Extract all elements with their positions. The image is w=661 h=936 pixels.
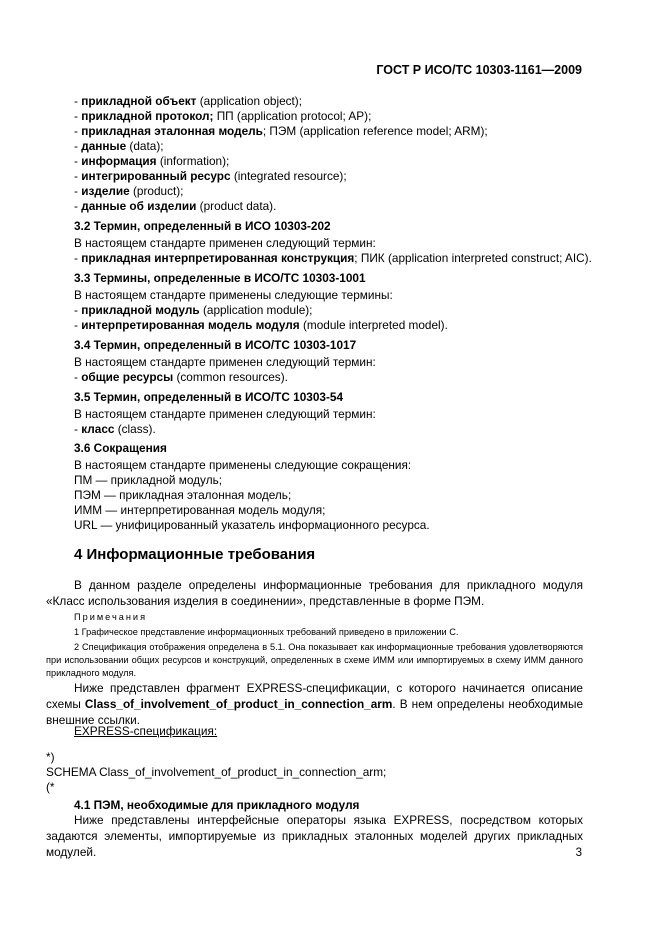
section-3-4-title: 3.4 Термин, определенный в ИСО/ТС 10303-1017 <box>74 338 357 352</box>
document-code-header: ГОСТ Р ИСО/ТС 10303-1161—2009 <box>376 63 582 77</box>
code-line: *) <box>46 750 55 764</box>
section-3-3-title: 3.3 Термины, определенные в ИСО/ТС 10303-1001 <box>74 271 366 285</box>
list-item: ПЭМ — прикладная эталонная модель; <box>74 488 292 502</box>
section-4-paragraph: В данном разделе определены информационные требования для прикладного модуля «Класс использования изделия в соединении», представленные в форме ПЭМ. <box>46 578 583 608</box>
section-3-6-title: 3.6 Сокращения <box>74 441 167 455</box>
note-2: 2 Спецификация отображения определена в 5.1. Она показывает как информационные требования удовлетворяются при использовании общих ресурсов и конструкций, определенных в схеме ИММ или импортируемых в схему ИММ данного прикладного модуля. <box>46 642 583 678</box>
section-4-1-title: 4.1 ПЭМ, необходимые для прикладного модуля <box>74 798 360 812</box>
list-item: - прикладной модуль (application module); <box>74 303 313 317</box>
section-3-3-intro: В настоящем стандарте применены следующие термины: <box>74 288 393 302</box>
section-3-2-intro: В настоящем стандарте применен следующий термин: <box>74 236 376 250</box>
page-number: 3 <box>575 847 582 859</box>
express-label: EXPRESS-спецификация: <box>74 724 218 738</box>
list-item: - прикладная интерпретированная конструкция; ПИК (application interpreted construct; AIC). <box>74 251 592 265</box>
list-item: ИММ — интерпретированная модель модуля; <box>74 503 326 517</box>
code-line: SCHEMA Class_of_involvement_of_product_in_connection_arm; <box>46 765 387 779</box>
section-3-2-title: 3.2 Термин, определенный в ИСО 10303-202 <box>74 219 331 233</box>
list-item: - интегрированный ресурс (integrated resource); <box>74 169 347 183</box>
list-item: - общие ресурсы (common resources). <box>74 370 288 384</box>
list-item: - прикладная эталонная модель; ПЭМ (application reference model; ARM); <box>74 124 488 138</box>
section-3-5-title: 3.5 Термин, определенный в ИСО/ТС 10303-54 <box>74 390 344 404</box>
express-intro-paragraph: Ниже представлен фрагмент EXPRESS-спецификации, с которого начинается описание схемы Class_of_involvement_of_product_in_connection_arm. В нем определены необходимые внешние ссылки. <box>46 681 584 727</box>
section-4-1-paragraph: Ниже представлены интерфейсные операторы языка EXPRESS, посредством которых задаются элементы, импортируемые из прикладных эталонных моделей других прикладных модулей. <box>46 813 583 859</box>
notes-heading: Примечания <box>74 612 148 622</box>
list-item: - данные (data); <box>74 139 164 153</box>
list-item: ПМ — прикладной модуль; <box>74 473 223 487</box>
list-item: - прикладной протокол; ПП (application protocol; AP); <box>74 109 372 123</box>
list-item: - прикладной объект (application object); <box>74 94 303 108</box>
code-line: (* <box>46 780 55 794</box>
schema-name: Class_of_involvement_of_product_in_connection_arm <box>84 697 393 711</box>
list-item: - интерпретированная модель модуля (module interpreted model). <box>74 318 448 332</box>
list-item: URL — унифицированный указатель информационного ресурса. <box>74 518 430 532</box>
list-item: - класс (class). <box>74 422 156 436</box>
note-1: 1 Графическое представление информационных требований приведено в приложении С. <box>74 627 459 637</box>
list-item: - данные об изделии (product data). <box>74 199 277 213</box>
list-item: - информация (information); <box>74 154 230 168</box>
section-3-6-intro: В настоящем стандарте применены следующие сокращения: <box>74 458 412 472</box>
section-4-title: 4 Информационные требования <box>74 546 316 563</box>
section-3-4-intro: В настоящем стандарте применен следующий термин: <box>74 355 376 369</box>
section-3-5-intro: В настоящем стандарте применен следующий термин: <box>74 407 376 421</box>
list-item: - изделие (product); <box>74 184 184 198</box>
